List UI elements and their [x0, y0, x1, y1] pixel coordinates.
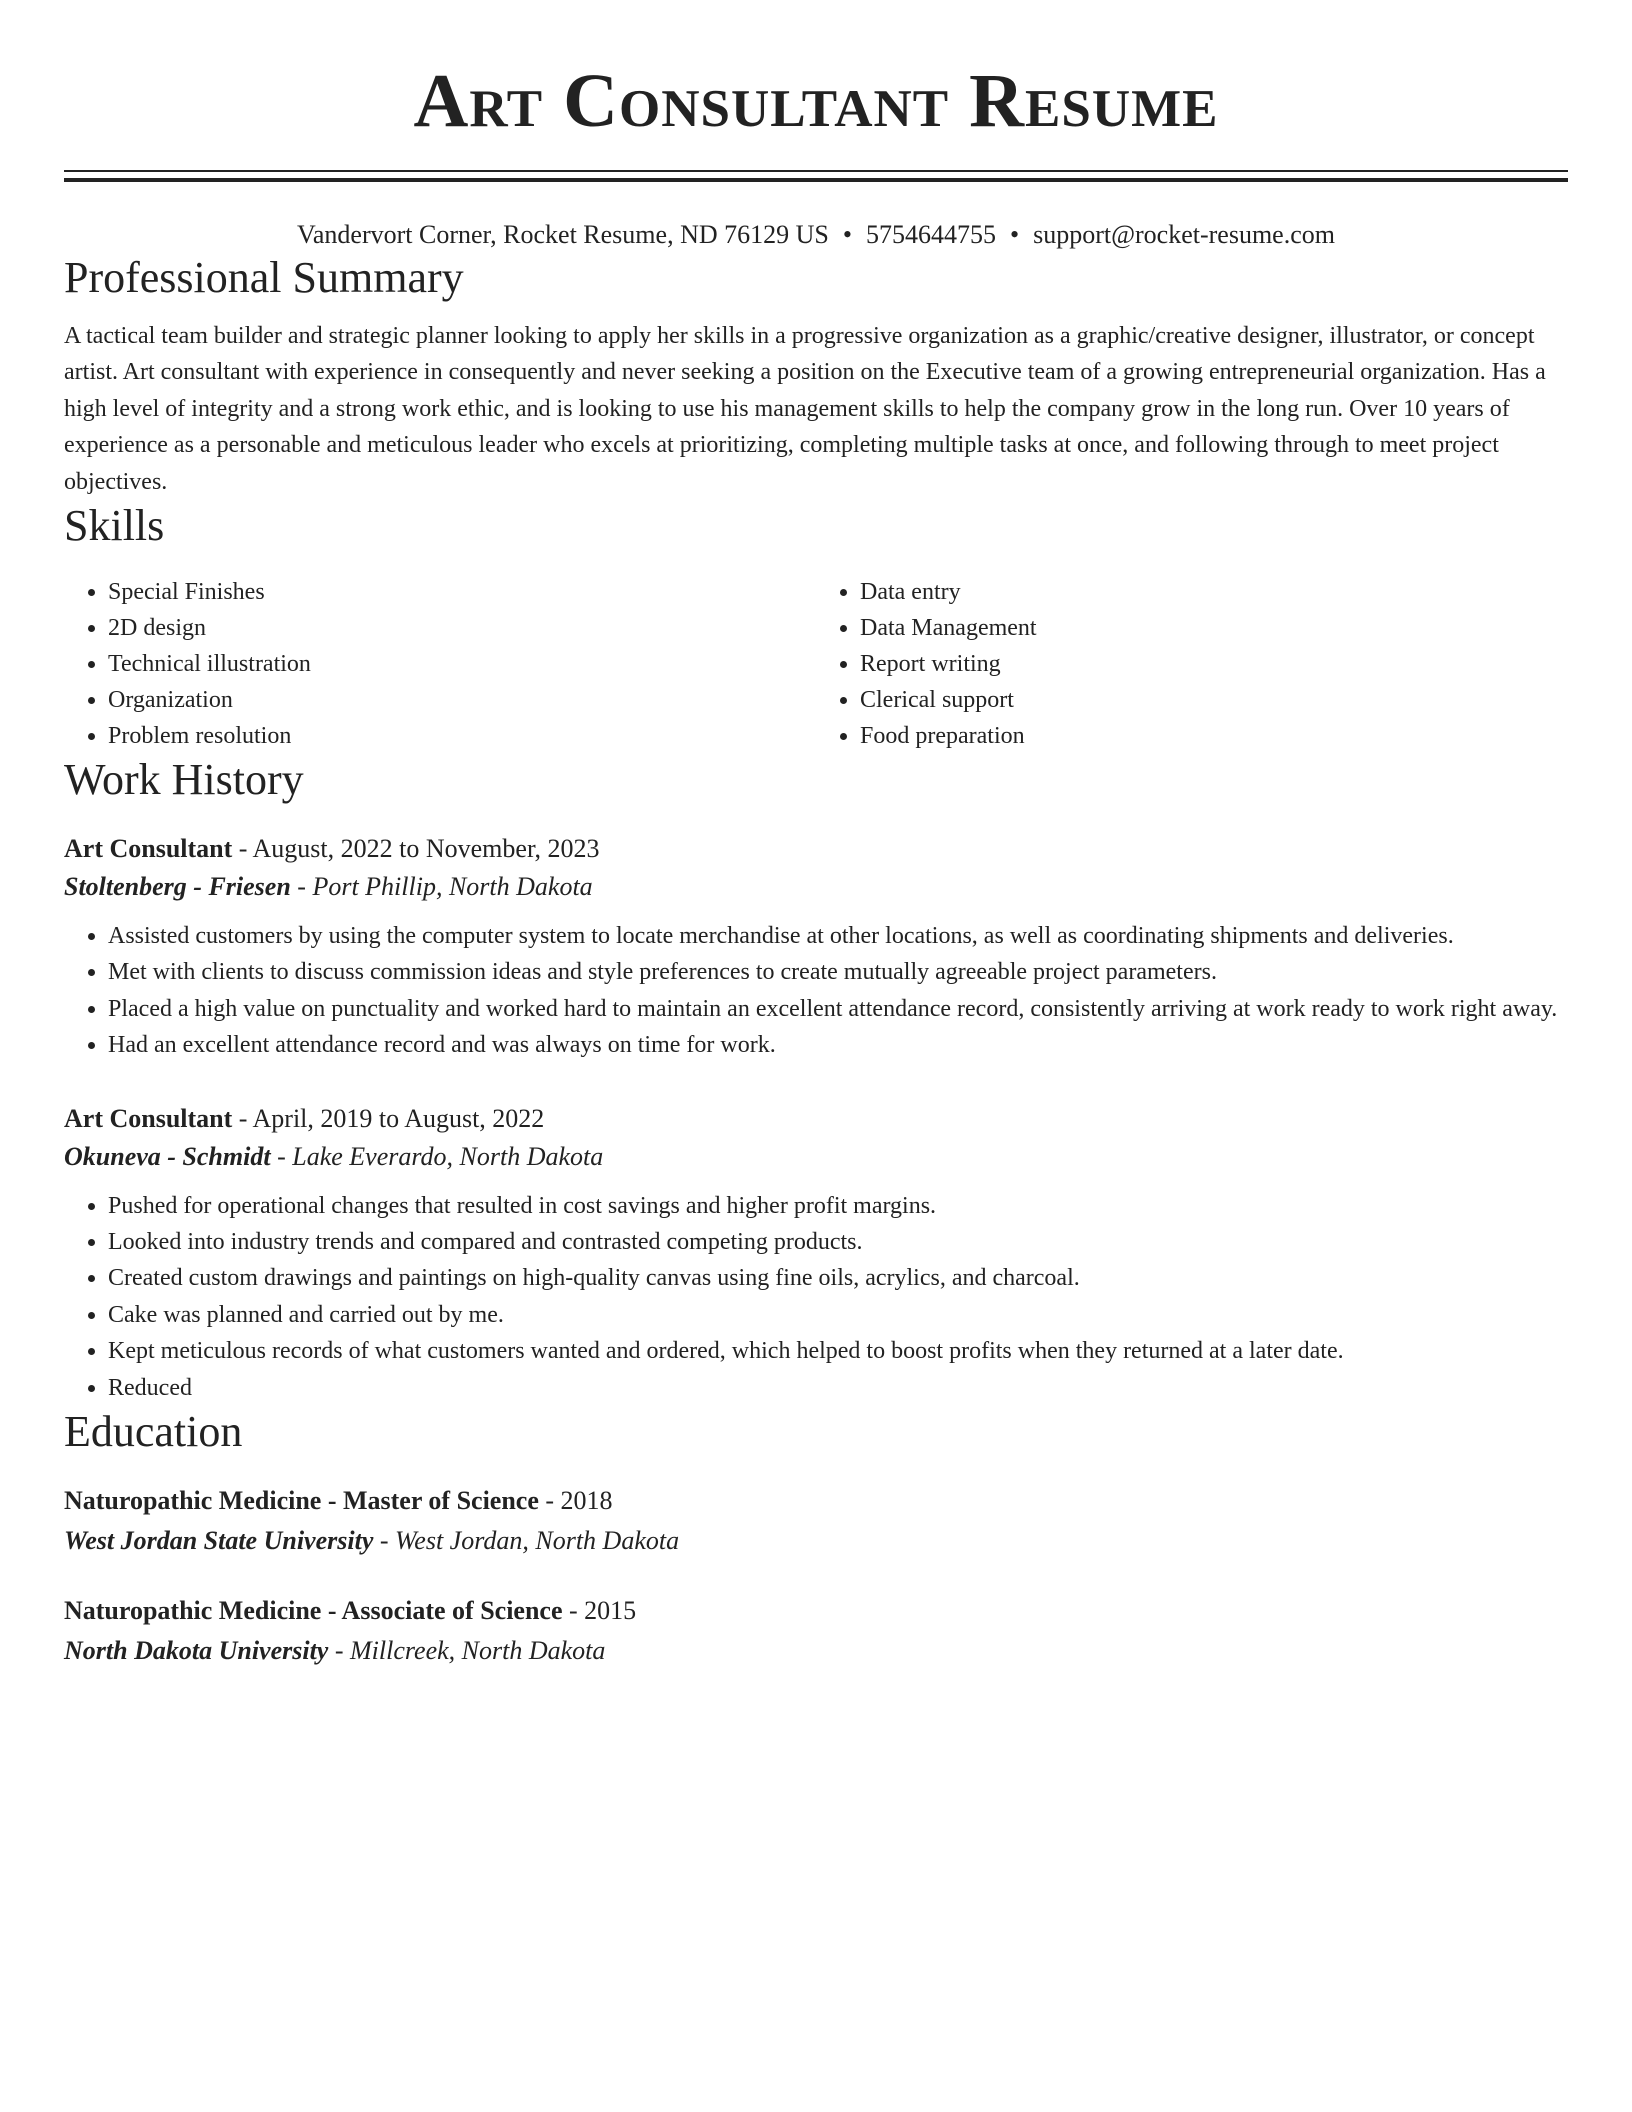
degree-line — [64, 1592, 1568, 1630]
degree-year: - 2018 — [538, 1486, 613, 1516]
employer-name: Okuneva - Schmidt — [64, 1141, 271, 1171]
resume-title: Art Consultant Resume — [413, 59, 1219, 143]
skill-item: • Technical illustration — [108, 646, 816, 682]
job-bullet: • Met with clients to discuss commission ideas and style preferences to create mutually agreeable project parameters. — [108, 954, 1568, 990]
school-name: North Dakota University — [64, 1636, 329, 1666]
job-entry — [64, 1100, 1568, 1406]
job-bullet: • Cake was planned and carried out by me. — [108, 1297, 1568, 1333]
skill-item: • Report writing — [860, 646, 1568, 682]
job-bullet: • Had an excellent attendance record and was always on time for work. — [108, 1027, 1568, 1063]
work-history-heading: Work History — [64, 755, 304, 805]
job-bullet: • Created custom drawings and paintings on high-quality canvas using fine oils, acrylics, and charcoal. — [108, 1260, 1568, 1296]
school-location: - Millcreek, North Dakota — [328, 1636, 606, 1666]
job-bullets — [64, 1188, 1568, 1406]
skill-item: • 2D design — [108, 610, 816, 646]
contact-separator: • — [842, 220, 852, 249]
contact-line — [64, 218, 1568, 252]
job-bullet: • Kept meticulous records of what customers wanted and ordered, which helped to boost profits when they returned at a later date. — [108, 1333, 1568, 1369]
employer-line — [64, 868, 1568, 906]
degree-year: - 2015 — [562, 1596, 637, 1626]
job-bullet: • Assisted customers by using the computer system to locate merchandise at other locations, as well as coordinating shipments and deliveries. — [108, 918, 1568, 954]
job-dates: - April, 2019 to August, 2022 — [232, 1103, 545, 1133]
job-dates: - August, 2022 to November, 2023 — [232, 834, 600, 864]
school-line — [64, 1632, 1568, 1670]
degree-name: Naturopathic Medicine - Associate of Science — [64, 1596, 563, 1626]
school-name: West Jordan State University — [64, 1526, 374, 1556]
skill-item: • Data entry — [860, 574, 1568, 610]
contact-email: support@rocket-resume.com — [1033, 220, 1335, 249]
skills-list-left — [64, 574, 816, 754]
degree-line — [64, 1482, 1568, 1520]
job-title-line — [64, 830, 1568, 868]
school-location: - West Jordan, North Dakota — [373, 1526, 680, 1556]
title-divider — [64, 170, 1568, 182]
employer-line — [64, 1138, 1568, 1176]
contact-separator: • — [1009, 220, 1020, 249]
skill-item: • Clerical support — [860, 682, 1568, 718]
job-bullet: • Reduced — [108, 1370, 1568, 1406]
contact-phone: 5754644755 — [865, 220, 996, 249]
skills-list-right — [816, 574, 1568, 754]
contact-address: Vandervort Corner, Rocket Resume, ND 76129 US — [296, 220, 829, 249]
job-bullet: • Placed a high value on punctuality and worked hard to maintain an excellent attendance record, consistently arriving at work ready to work right away. — [108, 991, 1568, 1027]
job-title: Art Consultant — [64, 1103, 233, 1133]
job-title: Art Consultant — [64, 834, 233, 864]
employer-location: - Port Phillip, North Dakota — [290, 872, 593, 902]
job-bullets — [64, 918, 1568, 1064]
job-bullet: • Looked into industry trends and compared and contrasted competing products. — [108, 1224, 1568, 1260]
skills-heading: Skills — [64, 501, 165, 551]
skill-item: • Problem resolution — [108, 718, 816, 754]
skills-grid — [64, 574, 1568, 754]
education-heading: Education — [64, 1407, 243, 1457]
degree-name: Naturopathic Medicine - Master of Science — [64, 1486, 539, 1516]
skill-item: • Food preparation — [860, 718, 1568, 754]
education-entry — [64, 1482, 1568, 1560]
skill-item: • Special Finishes — [108, 574, 816, 610]
education-entry — [64, 1592, 1568, 1670]
employer-location: - Lake Everardo, North Dakota — [270, 1141, 604, 1171]
skill-item: • Data Management — [860, 610, 1568, 646]
summary-text: A tactical team builder and strategic planner looking to apply her skills in a progressive organization as a graphic/creative designer, illustrator, or concept artist. Art consultant with experience in consequently and never seeking a position on the Executive team of a growing entrepreneurial organization. Has a high level of integrity and a strong work ethic, and is looking to use his management skills to help the company grow in the long run. Over 10 years of experience as a personable and meticulous leader who excels at prioritizing, completing multiple tasks at once, and following through to meet project objectives. — [64, 323, 1546, 495]
summary-heading: Professional Summary — [64, 253, 464, 302]
job-entry — [64, 830, 1568, 1064]
employer-name: Stoltenberg - Friesen — [64, 872, 291, 902]
school-line — [64, 1522, 1568, 1560]
job-title-line — [64, 1100, 1568, 1138]
job-bullet: • Pushed for operational changes that resulted in cost savings and higher profit margins. — [108, 1188, 1568, 1224]
skill-item: • Organization — [108, 682, 816, 718]
